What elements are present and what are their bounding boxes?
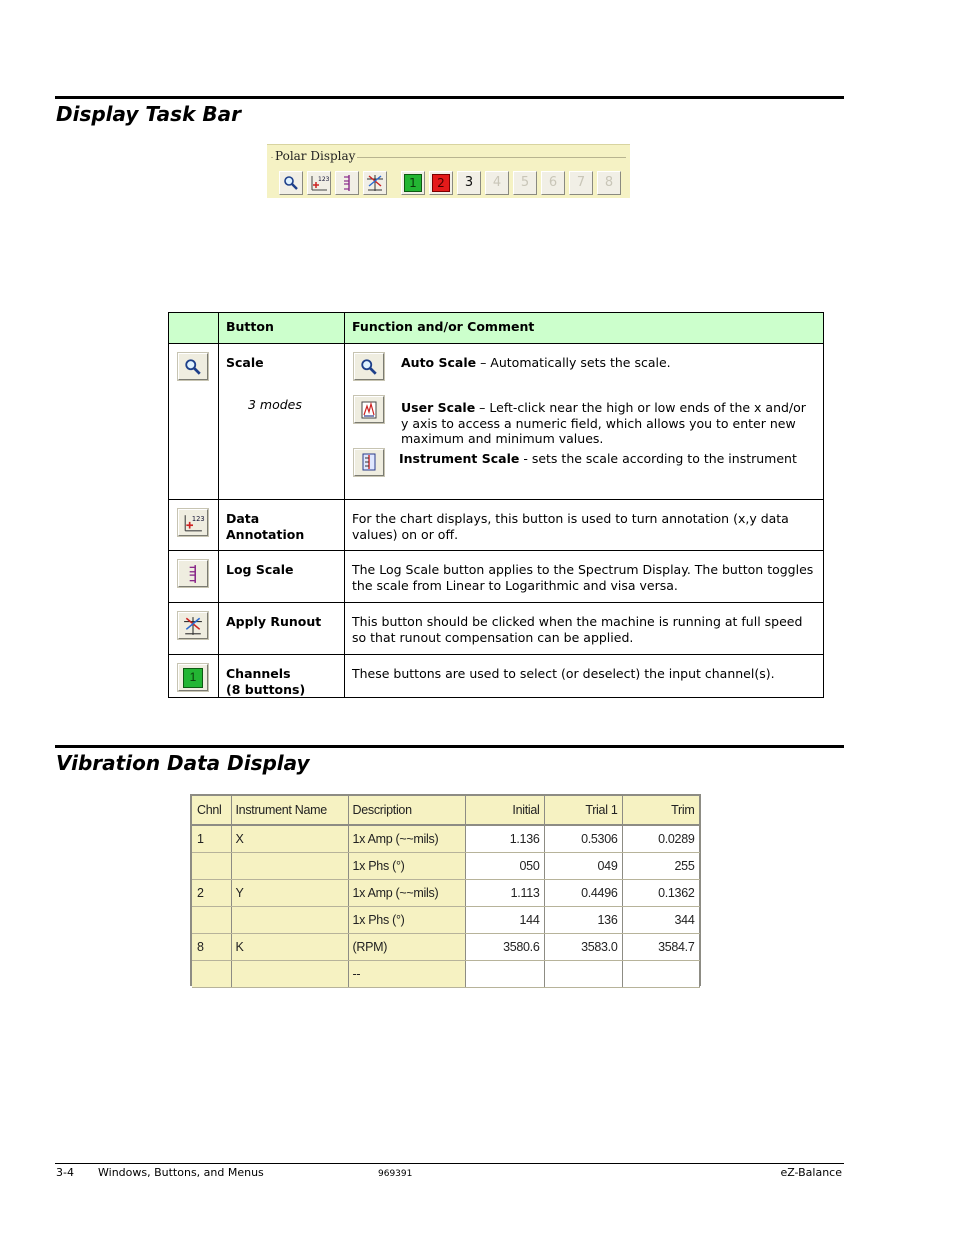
cell-description[interactable]: 1x Phs (°)	[348, 906, 465, 933]
header-function: Function and/or Comment	[345, 313, 824, 344]
section-title-vibration-data-display: Vibration Data Display	[56, 751, 310, 775]
channel-6-button[interactable]	[541, 171, 565, 195]
table-row-scale	[169, 344, 824, 500]
icon-cell	[169, 344, 219, 500]
button-name-channels-cell	[219, 655, 345, 698]
cell-trim[interactable]: 3584.7	[622, 933, 699, 960]
cell-initial[interactable]: 050	[465, 852, 544, 879]
icon-cell	[169, 551, 219, 603]
auto-scale-title: Auto Scale	[401, 355, 477, 370]
cell-instrument-name[interactable]	[231, 906, 348, 933]
apply-runout-icon-box	[178, 612, 208, 639]
log-scale-icon-box	[178, 560, 208, 587]
cell-trim[interactable]: 344	[622, 906, 699, 933]
button-name-channels-count: (8 buttons)	[226, 681, 306, 697]
cell-trial-1[interactable]: 0.4496	[544, 879, 622, 906]
button-name-data-annotation: Data Annotation	[219, 500, 345, 551]
table-row-apply-runout	[169, 603, 824, 655]
data-annotation-icon	[183, 513, 203, 533]
cell-trim[interactable]: 0.1362	[622, 879, 699, 906]
header-icon-cell	[169, 313, 219, 344]
function-apply-runout: This button should be clicked when the machine is running at full speed so that runout compensation can be applied.	[345, 603, 824, 655]
cell-trial-1[interactable]: 136	[544, 906, 622, 933]
table-row[interactable]	[192, 933, 699, 960]
user-scale-icon-box	[354, 396, 384, 423]
auto-scale-button[interactable]	[279, 171, 303, 195]
channel-icon-box	[178, 664, 208, 691]
cell-chnl[interactable]: 8	[192, 933, 231, 960]
footer-product: eZ-Balance	[780, 1166, 842, 1179]
cell-trim[interactable]: 0.0289	[622, 825, 699, 852]
button-name-apply-runout: Apply Runout	[219, 603, 345, 655]
auto-scale-entry	[352, 353, 816, 383]
svg-text:123: 123	[318, 176, 330, 183]
polar-display-toolbar	[267, 144, 630, 198]
log-scale-icon	[339, 174, 355, 192]
channel-1-button[interactable]	[401, 171, 425, 195]
vibration-data-grid	[190, 794, 701, 986]
table-row-data-annotation	[169, 500, 824, 551]
col-header-trim[interactable]: Trim	[622, 796, 699, 825]
magnifier-icon	[184, 358, 202, 376]
table-row[interactable]	[192, 852, 699, 879]
apply-runout-icon	[366, 174, 384, 192]
cell-trial-1[interactable]: 3583.0	[544, 933, 622, 960]
channel-7-button[interactable]	[569, 171, 593, 195]
cell-chnl[interactable]: 2	[192, 879, 231, 906]
table-row[interactable]	[192, 879, 699, 906]
channel-6-label: 6	[548, 175, 558, 190]
scale-icon-box	[178, 353, 208, 380]
cell-instrument-name[interactable]	[231, 852, 348, 879]
cell-initial[interactable]: 1.113	[465, 879, 544, 906]
cell-chnl[interactable]	[192, 852, 231, 879]
cell-trim[interactable]	[622, 960, 699, 987]
log-scale-icon	[184, 564, 202, 584]
vibration-data-table	[192, 796, 700, 988]
scale-modes-note: 3 modes	[248, 396, 302, 412]
auto-scale-description: – Automatically sets the scale.	[476, 355, 671, 370]
function-channels: These buttons are used to select (or deselect) the input channel(s).	[345, 655, 824, 698]
section-rule	[55, 96, 844, 99]
cell-chnl[interactable]: 1	[192, 825, 231, 852]
toolbar-group-label: Polar Display	[275, 149, 356, 163]
apply-runout-icon	[183, 616, 203, 636]
button-name-scale: Scale	[226, 355, 264, 370]
channel-3-button[interactable]	[457, 171, 481, 195]
channel-1-label: 1	[404, 174, 422, 192]
instrument-scale-icon-box	[354, 449, 384, 476]
channel-3-label: 3	[464, 175, 474, 190]
cell-initial[interactable]: 144	[465, 906, 544, 933]
instrument-scale-description: - sets the scale according to the instrument	[519, 450, 797, 466]
channel-2-label: 2	[432, 174, 450, 192]
cell-instrument-name[interactable]: Y	[231, 879, 348, 906]
col-header-initial[interactable]: Initial	[465, 796, 544, 825]
footer-doc-number: 969391	[378, 1169, 413, 1179]
button-name-cell	[219, 344, 345, 500]
cell-instrument-name[interactable]: K	[231, 933, 348, 960]
icon-cell	[169, 655, 219, 698]
channel-1-icon	[183, 668, 203, 688]
cell-chnl[interactable]	[192, 960, 231, 987]
channel-4-button[interactable]	[485, 171, 509, 195]
data-annotation-button[interactable]	[307, 171, 331, 195]
magnifier-icon	[283, 175, 299, 191]
svg-text:123: 123	[191, 514, 205, 523]
instrument-scale-icon	[360, 452, 378, 472]
channel-5-label: 5	[520, 175, 530, 190]
cell-chnl[interactable]	[192, 906, 231, 933]
function-data-annotation: For the chart displays, this button is used to turn annotation (x,y data values) on or off.	[345, 500, 824, 551]
section-rule	[55, 745, 844, 748]
auto-scale-text	[352, 353, 816, 371]
table-row-log-scale	[169, 551, 824, 603]
instrument-scale-entry	[352, 451, 816, 481]
cell-initial[interactable]	[465, 960, 544, 987]
instrument-scale-title: Instrument Scale	[399, 450, 520, 466]
button-name-log-scale: Log Scale	[219, 551, 345, 603]
cell-trial-1[interactable]	[544, 960, 622, 987]
cell-instrument-name[interactable]	[231, 960, 348, 987]
button-function-table	[168, 312, 824, 698]
cell-trial-1[interactable]: 049	[544, 852, 622, 879]
cell-description[interactable]: 1x Phs (°)	[348, 852, 465, 879]
user-scale-entry	[352, 400, 816, 447]
icon-cell	[169, 500, 219, 551]
footer-page-number: 3-4	[56, 1166, 74, 1179]
col-header-instrument-name[interactable]: Instrument Name	[231, 796, 348, 825]
channel-7-label: 7	[576, 175, 586, 190]
cell-trim[interactable]: 255	[622, 852, 699, 879]
footer-rule	[55, 1163, 844, 1164]
cell-description[interactable]: (RPM)	[348, 933, 465, 960]
log-scale-button[interactable]	[335, 171, 359, 195]
vib-header-row	[192, 796, 699, 825]
cell-description[interactable]: 1x Amp (~~mils)	[348, 879, 465, 906]
header-button: Button	[219, 313, 345, 344]
user-scale-description: – Left-click near the high or low ends of the x and/or y axis to access a numeric field, which allows you to enter new maximum and minimum values.	[401, 400, 806, 446]
col-header-trial-1[interactable]: Trial 1	[544, 796, 622, 825]
footer-chapter: Windows, Buttons, and Menus	[98, 1166, 264, 1179]
channel-icon-label: 1	[189, 669, 197, 684]
table-header-row	[169, 313, 824, 344]
cell-instrument-name[interactable]: X	[231, 825, 348, 852]
auto-scale-icon-box	[354, 353, 384, 380]
user-scale-title: User Scale	[401, 400, 476, 415]
channel-8-label: 8	[604, 175, 614, 190]
instrument-scale-text	[352, 451, 816, 467]
user-scale-text	[352, 400, 816, 447]
channel-8-button[interactable]	[597, 171, 621, 195]
button-name-channels: Channels	[226, 666, 291, 681]
col-header-chnl[interactable]: Chnl	[192, 796, 231, 825]
channel-2-button[interactable]	[429, 171, 453, 195]
data-annotation-icon-box	[178, 509, 208, 536]
function-cell	[345, 344, 824, 500]
function-log-scale: The Log Scale button applies to the Spectrum Display. The button toggles the scale from Linear to Logarithmic and visa versa.	[345, 551, 824, 603]
table-row[interactable]	[192, 906, 699, 933]
icon-cell	[169, 603, 219, 655]
section-title-display-task-bar: Display Task Bar	[56, 102, 241, 126]
magnifier-icon	[360, 358, 378, 376]
cell-trial-1[interactable]: 0.5306	[544, 825, 622, 852]
cell-description[interactable]: --	[348, 960, 465, 987]
table-row[interactable]	[192, 825, 699, 852]
user-scale-icon	[360, 400, 378, 420]
table-row[interactable]	[192, 960, 699, 987]
table-row-channels	[169, 655, 824, 698]
channel-5-button[interactable]	[513, 171, 537, 195]
data-annotation-icon	[310, 174, 328, 192]
apply-runout-button[interactable]	[363, 171, 387, 195]
cell-description[interactable]: 1x Amp (~~mils)	[348, 825, 465, 852]
col-header-description[interactable]: Description	[348, 796, 465, 825]
cell-initial[interactable]: 1.136	[465, 825, 544, 852]
cell-initial[interactable]: 3580.6	[465, 933, 544, 960]
channel-4-label: 4	[492, 175, 502, 190]
